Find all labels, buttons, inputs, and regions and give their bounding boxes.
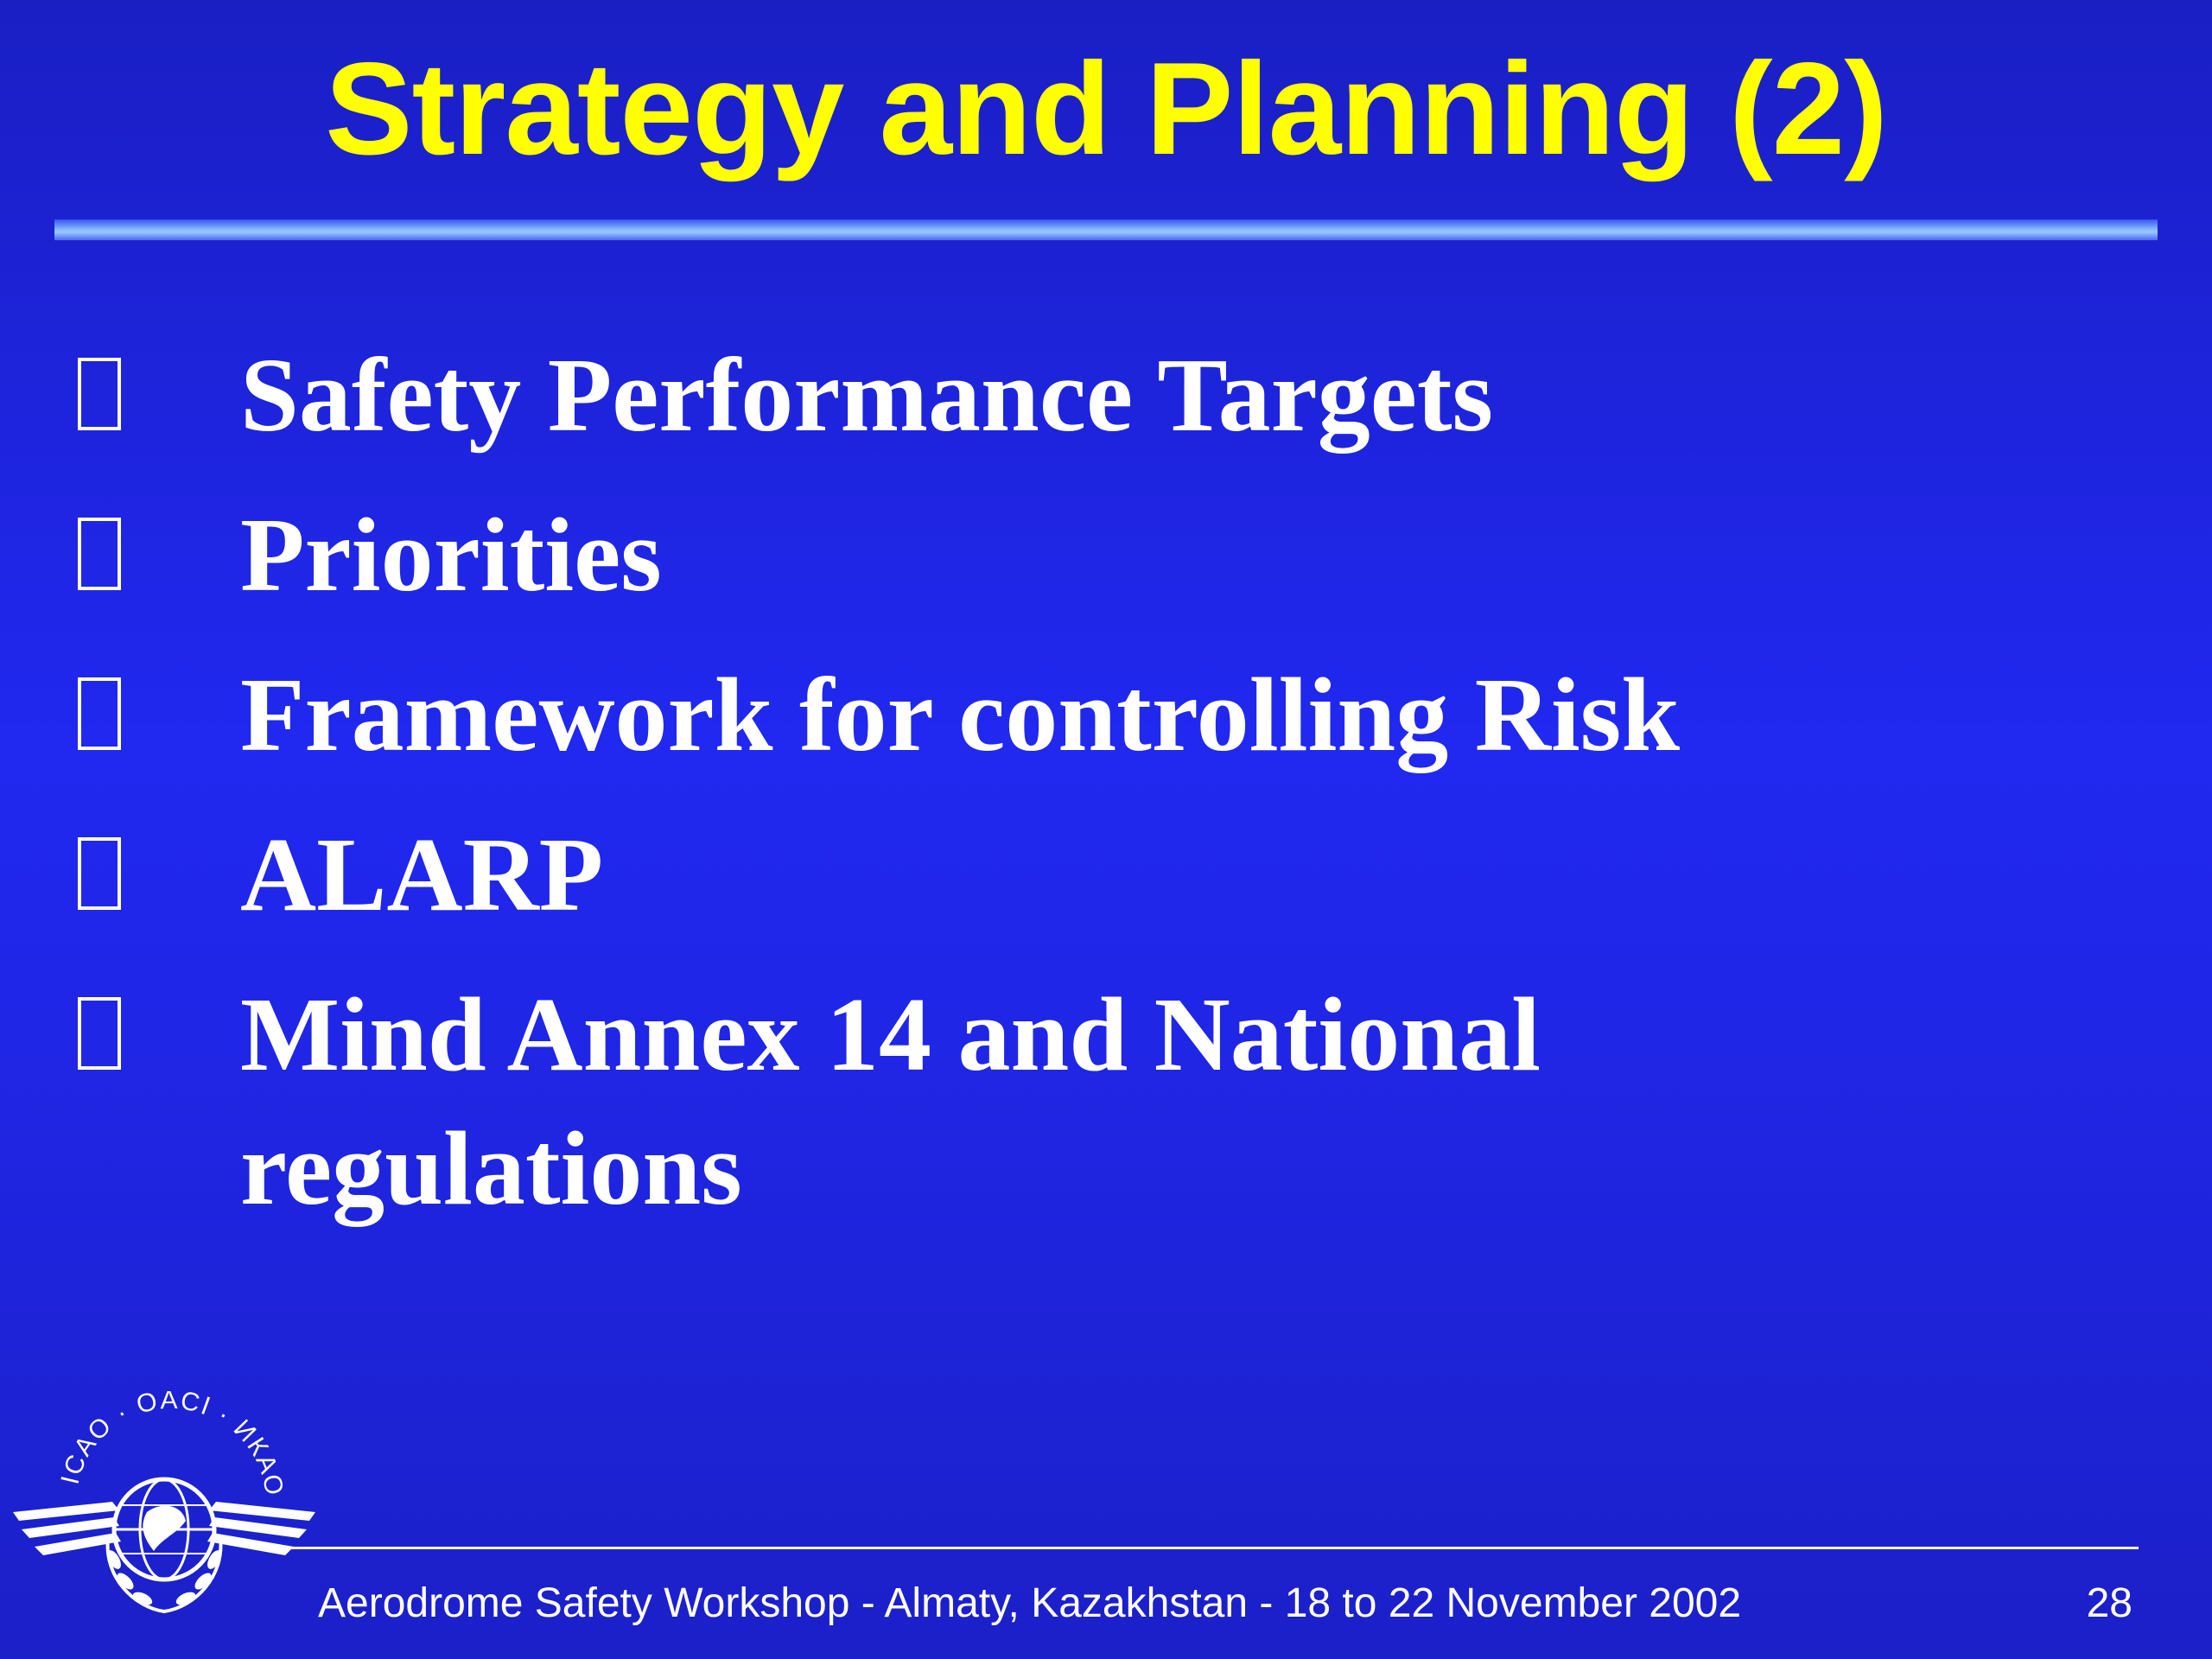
slide-title: Strategy and Planning (2): [325, 35, 1887, 182]
footer-text: Aerodrome Safety Workshop - Almaty, Kazakhstan - 18 to 22 November 2002: [318, 1580, 1742, 1626]
bullet-item: [0, 968, 2212, 1236]
bullet-text: Mind Annex 14 and National regulations: [240, 976, 1541, 1227]
bullet-box-icon: [78, 358, 121, 430]
bullet-item: [0, 328, 2212, 462]
bullet-box-icon: [78, 677, 121, 750]
bullet-text: Framework for controlling Risk: [240, 657, 1681, 773]
bullet-list: [0, 328, 2212, 1262]
bullet-text: Safety Performance Targets: [240, 337, 1494, 454]
footer-divider: [281, 1547, 2139, 1549]
svg-text:ICAO · OACI · ИКАО: ICAO · OACI · ИКАО: [55, 1391, 289, 1499]
bullet-box-icon: [78, 837, 121, 910]
title-divider: [54, 219, 2158, 240]
page-number: 28: [2086, 1580, 2133, 1626]
icao-logo-icon: [9, 1391, 320, 1650]
bullet-box-icon: [78, 518, 121, 590]
bullet-box-icon: [78, 997, 121, 1070]
bullet-text: ALARP: [240, 817, 604, 933]
bullet-item: [0, 488, 2212, 622]
bullet-text: Priorities: [240, 497, 662, 613]
bullet-item: [0, 808, 2212, 942]
bullet-item: [0, 648, 2212, 782]
